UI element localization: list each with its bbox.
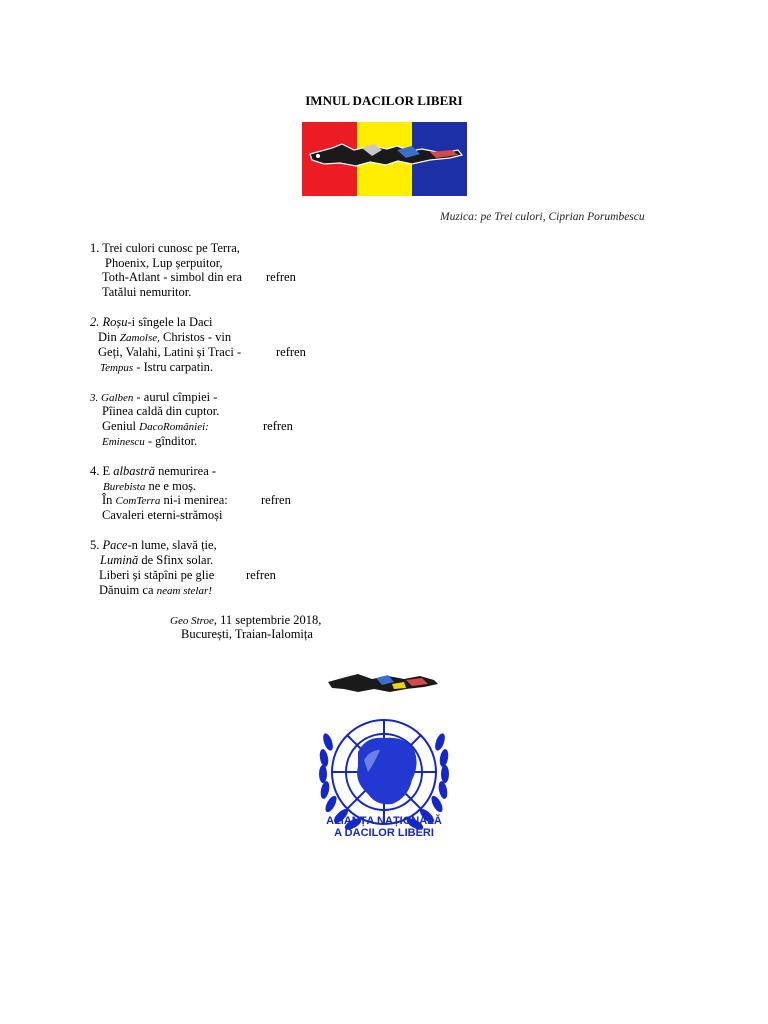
stanza5-line2-rest: de Sfinx solar. (141, 553, 214, 567)
stanza4-line1 (90, 464, 216, 479)
word-albastra: albastră (113, 464, 155, 478)
stanza2-line4 (100, 360, 213, 376)
stanza2-line1 (90, 315, 213, 330)
stanza1-line2: Phoenix, Lup șerpuitor, (105, 256, 223, 270)
stanza5-line3: Liberi și stăpîni pe glie (99, 568, 215, 582)
stanza3-refrain: refren (263, 419, 293, 433)
word-zamolse: Zamolse, (119, 332, 160, 344)
music-credit: Muzica: pe Trei culori, Ciprian Porumbescu (440, 211, 645, 223)
signature-date: , 11 septembrie 2018, (213, 613, 322, 627)
stanza4-line1-rest: nemurirea - (158, 464, 217, 478)
word-galben: 3. Galben (90, 392, 134, 404)
stanza3-line2: Pîinea caldă din cuptor. (102, 404, 220, 418)
word-rosu: Roșu (102, 315, 128, 329)
stanza4-line3 (102, 493, 228, 509)
stanza1-line3: Toth-Atlant - simbol din era (102, 270, 243, 284)
stanza1-line4: Tatălui nemuritor. (102, 285, 192, 299)
stanza3-line1-rest: - aurul cîmpiei - (136, 390, 218, 404)
stanza5-number: 5. (90, 538, 100, 552)
word-eminescu: Eminescu (102, 436, 145, 448)
stanza3-line4-rest: - gînditor. (147, 434, 198, 448)
stanza2-number: 2. (90, 315, 100, 329)
stanza4-line3-b: ni-i menirea: (163, 493, 228, 507)
stanza4-refrain: refren (261, 493, 291, 507)
stanza4-line2-rest: ne e moș. (148, 479, 197, 493)
signature-place: București, Traian-Ialomița (181, 627, 313, 641)
stanza5-line1-rest: -n lume, slavă ție, (127, 538, 217, 552)
stanza1-line1: 1. Trei culori cunosc pe Terra, (90, 241, 240, 255)
stanza1-refrain: refren (266, 270, 296, 284)
word-comterra: ComTerra (115, 495, 161, 507)
stanza2-line1-rest: -i sîngele la Daci (127, 315, 213, 329)
stanza3-line3 (102, 419, 209, 435)
stanza5-refrain: refren (246, 568, 276, 582)
stanza3-line4 (102, 434, 197, 450)
dragon-figure-icon (302, 122, 467, 196)
word-tempus: Tempus (100, 362, 134, 374)
stanza3-line3-a: Geniul (102, 419, 137, 433)
stanza2-line3: Geți, Valahi, Latini și Traci - (98, 345, 242, 359)
author-name: Geo Stroe (170, 615, 214, 627)
word-dacoromaniei: DacoRomâniei: (139, 421, 209, 433)
word-burebista: Burebista (103, 481, 146, 493)
stanza4-line3-a: În (102, 493, 113, 507)
stanza2-line4-rest: - Istru carpatin. (136, 360, 214, 374)
word-pace: Pace (102, 538, 128, 552)
logo-text-line1: ALIANȚA NAȚIONALĂ (326, 815, 442, 827)
tricolor-flag (302, 122, 467, 196)
stanza2-line2-a: Din (98, 330, 117, 344)
word-neam-stelar: neam stelar! (156, 585, 212, 597)
logo-text-line2: A DACILOR LIBERI (334, 827, 434, 839)
stanza4-line4: Cavaleri eterni-strămoși (102, 508, 223, 522)
un-style-emblem-icon (288, 640, 480, 912)
word-lumina: Lumină (100, 553, 139, 567)
document-title: IMNUL DACILOR LIBERI (305, 93, 463, 108)
alliance-logo (288, 640, 480, 912)
stanza5-line2 (100, 553, 213, 568)
stanza2-refrain: refren (276, 345, 306, 359)
stanza2-line2 (98, 330, 231, 346)
stanza4-number: 4. E (90, 464, 111, 478)
stanza5-line1 (90, 538, 217, 553)
stanza2-line2-b: Christos - vin (163, 330, 232, 344)
stanza5-line4-a: Dănuim ca (99, 583, 154, 597)
stanza5-line4 (99, 583, 212, 599)
